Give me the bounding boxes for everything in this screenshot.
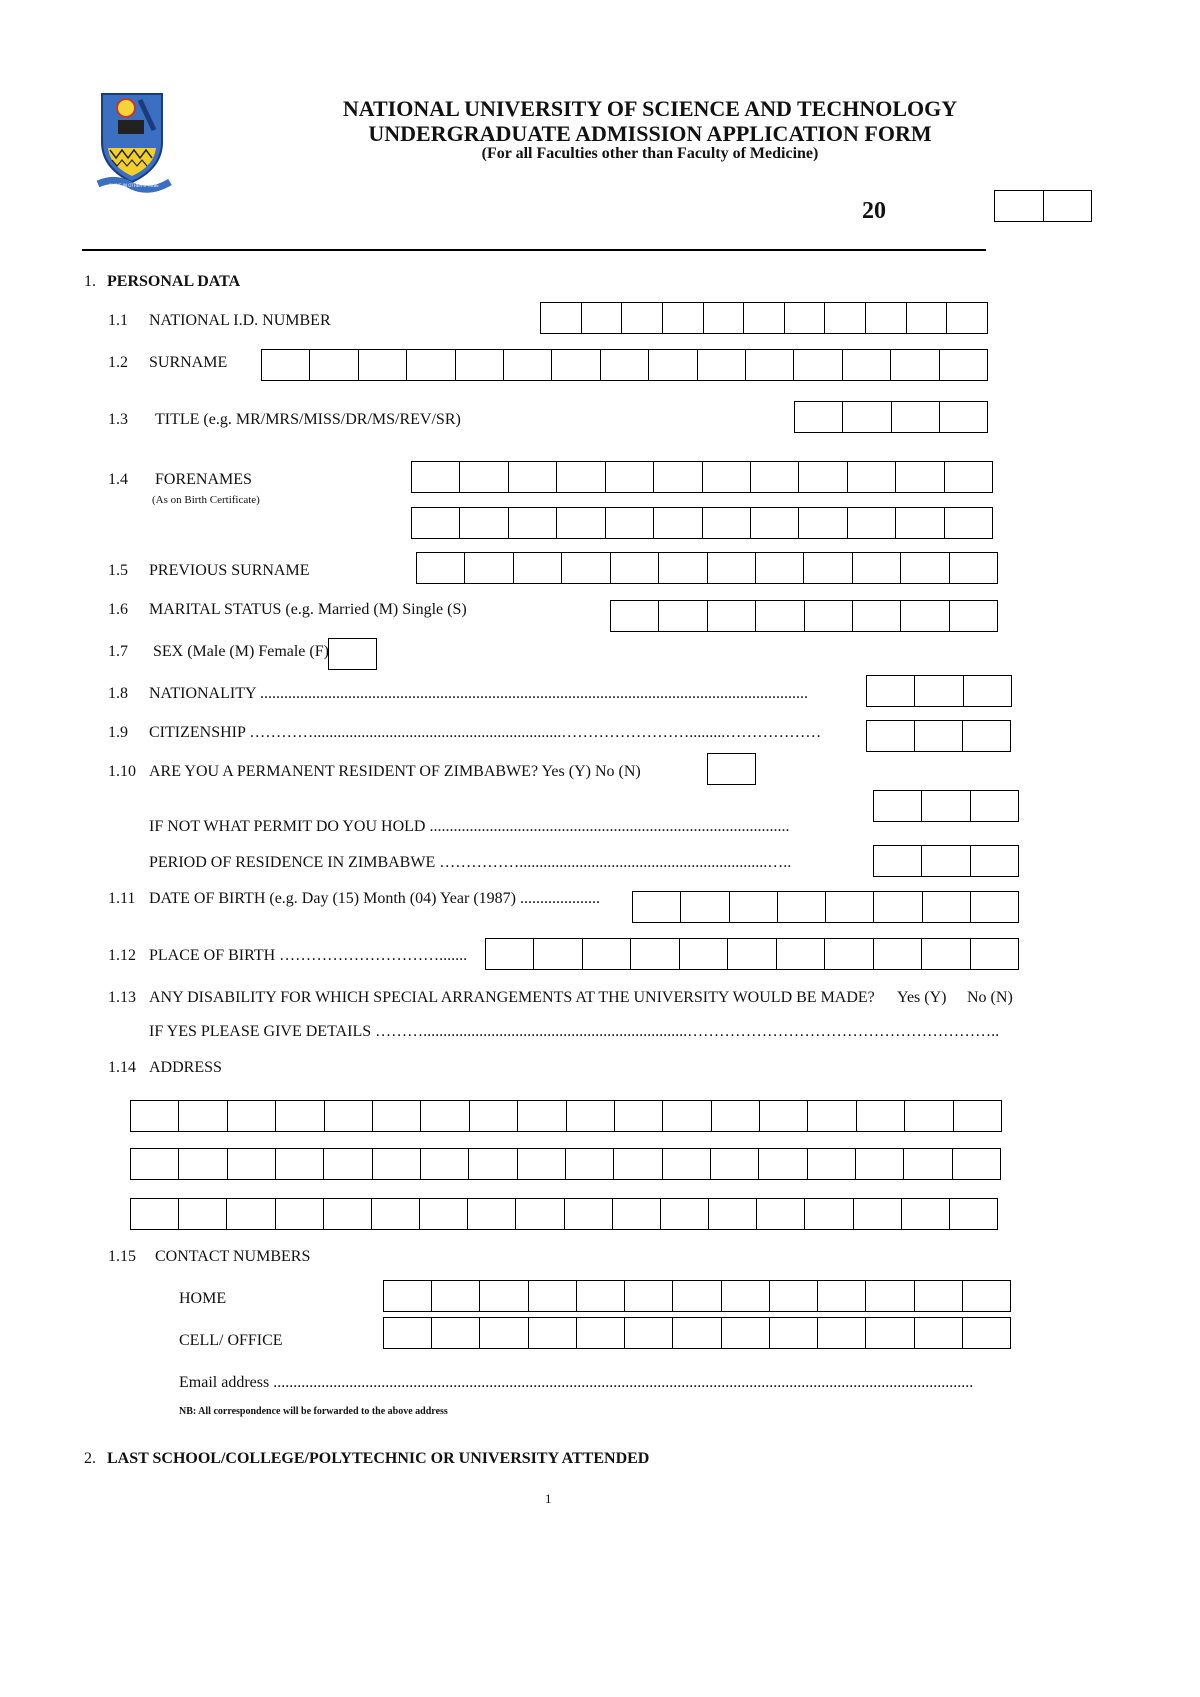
char-box-cell[interactable] — [460, 462, 508, 492]
char-box-cell[interactable] — [746, 350, 794, 380]
char-box-cell[interactable] — [825, 303, 866, 333]
char-box-cell[interactable] — [945, 508, 992, 538]
char-box-cell[interactable] — [470, 1101, 518, 1131]
char-box-cell[interactable] — [950, 553, 997, 583]
char-box-cell[interactable] — [529, 1281, 577, 1311]
char-box-cell[interactable] — [901, 553, 949, 583]
svg-text:SHINE IN OTHER'S TRIBE: SHINE IN OTHER'S TRIBE — [109, 183, 159, 188]
contact-numbers-label: CONTACT NUMBERS — [155, 1248, 311, 1265]
char-box-cell[interactable] — [777, 939, 825, 969]
field-number: 1.6 — [108, 601, 128, 618]
char-box-cell[interactable] — [324, 1149, 372, 1179]
char-box-cell[interactable] — [805, 1199, 853, 1229]
char-box-cell[interactable] — [971, 846, 1018, 876]
char-box-cell[interactable] — [843, 350, 891, 380]
char-box-cell[interactable] — [905, 1101, 953, 1131]
char-box-cell[interactable] — [922, 939, 970, 969]
field-number: 1.14 — [108, 1059, 136, 1076]
char-box-cell[interactable] — [799, 508, 847, 538]
char-box-cell[interactable] — [577, 1281, 625, 1311]
section-2-number: 2. — [84, 1450, 96, 1467]
header-divider — [82, 249, 986, 251]
university-logo — [96, 90, 174, 195]
char-box-cell[interactable] — [963, 1281, 1010, 1311]
char-box-cell[interactable] — [228, 1101, 276, 1131]
char-box-cell[interactable] — [922, 846, 970, 876]
char-box-cell[interactable] — [795, 402, 843, 432]
char-box-cell[interactable] — [874, 846, 922, 876]
title-boxes[interactable] — [794, 401, 988, 433]
char-box-cell[interactable] — [722, 1318, 770, 1348]
char-box-cell[interactable] — [276, 1199, 324, 1229]
char-box-cell[interactable] — [712, 1101, 760, 1131]
sex-label: SEX (Male (M) Female (F) — [153, 643, 329, 660]
char-box-cell[interactable] — [867, 676, 915, 706]
char-box-cell[interactable] — [529, 1318, 577, 1348]
char-box-cell[interactable] — [756, 553, 804, 583]
char-box-cell[interactable] — [704, 303, 745, 333]
char-box-cell[interactable] — [778, 892, 826, 922]
char-box-cell[interactable] — [818, 1318, 866, 1348]
char-box-cell[interactable] — [759, 1149, 807, 1179]
field-number: 1.12 — [108, 947, 136, 964]
home-phone-label: HOME — [179, 1290, 227, 1307]
char-box-cell[interactable] — [611, 553, 659, 583]
field-number: 1.10 — [108, 763, 136, 780]
forenames-boxes-row1[interactable] — [411, 461, 993, 493]
char-box-cell[interactable] — [866, 1281, 914, 1311]
permit-boxes[interactable] — [873, 790, 1019, 822]
char-box-cell[interactable] — [179, 1101, 227, 1131]
field-number: 1.4 — [108, 471, 128, 488]
char-box-cell[interactable] — [276, 1149, 324, 1179]
char-box-cell[interactable] — [853, 601, 901, 631]
char-box-cell[interactable] — [480, 1318, 528, 1348]
nationality-boxes[interactable] — [866, 675, 1012, 707]
char-box-cell[interactable] — [577, 1318, 625, 1348]
char-box-cell[interactable] — [663, 1101, 711, 1131]
char-box-cell[interactable] — [915, 1281, 963, 1311]
char-box-cell[interactable] — [922, 791, 970, 821]
char-box-cell[interactable] — [848, 462, 896, 492]
char-box-cell[interactable] — [901, 601, 949, 631]
year-prefix: 20 — [862, 198, 886, 224]
forenames-sublabel: (As on Birth Certificate) — [152, 494, 260, 506]
char-box-cell[interactable] — [907, 303, 948, 333]
section-2-title: LAST SCHOOL/COLLEGE/POLYTECHNIC OR UNIVERSITY ATTENDED — [107, 1450, 650, 1467]
char-box-cell[interactable] — [567, 1101, 615, 1131]
char-box-cell[interactable] — [744, 303, 785, 333]
char-box-cell[interactable] — [310, 350, 358, 380]
char-box-cell[interactable] — [654, 508, 702, 538]
home-phone-boxes[interactable] — [383, 1280, 1011, 1312]
nationality-label: NATIONALITY ......................................................................................................................................... — [149, 685, 808, 702]
char-box-cell[interactable] — [562, 553, 610, 583]
char-box-cell[interactable] — [730, 892, 778, 922]
char-box-cell[interactable] — [534, 939, 582, 969]
address-boxes-row3[interactable] — [130, 1198, 998, 1230]
char-box-cell[interactable] — [853, 553, 901, 583]
disability-details-label: IF YES PLEASE GIVE DETAILS ………..................................................................………………………………………………….. — [149, 1023, 1000, 1040]
char-box-cell[interactable] — [412, 462, 460, 492]
char-box-cell[interactable] — [915, 721, 963, 751]
char-box-cell[interactable] — [228, 1149, 276, 1179]
char-box-cell[interactable] — [891, 350, 939, 380]
form-subtitle: (For all Faculties other than Faculty of Medicine) — [481, 145, 819, 162]
previous-surname-label: PREVIOUS SURNAME — [149, 562, 310, 579]
char-box-cell[interactable] — [896, 462, 944, 492]
char-box-cell[interactable] — [703, 508, 751, 538]
char-box-cell[interactable] — [601, 350, 649, 380]
permanent-resident-box[interactable] — [707, 753, 756, 785]
char-box-cell[interactable] — [785, 303, 826, 333]
char-box-cell[interactable] — [324, 1199, 372, 1229]
place-of-birth-boxes[interactable] — [485, 938, 1019, 970]
char-box-cell[interactable] — [432, 1318, 480, 1348]
address-boxes-row1[interactable] — [130, 1100, 1002, 1132]
char-box-cell[interactable] — [179, 1149, 227, 1179]
year-suffix-boxes[interactable] — [994, 190, 1092, 222]
char-box-cell[interactable] — [680, 939, 728, 969]
char-box-cell[interactable] — [615, 1101, 663, 1131]
section-1-number: 1. — [84, 273, 96, 290]
char-box-cell[interactable] — [923, 892, 971, 922]
char-box-cell[interactable] — [904, 1149, 952, 1179]
date-of-birth-boxes[interactable] — [632, 891, 1019, 923]
char-box-cell[interactable] — [325, 1101, 373, 1131]
char-box-cell[interactable] — [902, 1199, 950, 1229]
char-box-cell[interactable] — [465, 553, 513, 583]
forenames-boxes-row2[interactable] — [411, 507, 993, 539]
char-box-cell[interactable] — [509, 462, 557, 492]
char-box-cell[interactable] — [227, 1199, 275, 1229]
marital-status-label: MARITAL STATUS (e.g. Married (M) Single (S) — [149, 601, 467, 618]
char-box-cell[interactable] — [509, 508, 557, 538]
char-box-cell[interactable] — [631, 939, 679, 969]
char-box-cell[interactable] — [359, 350, 407, 380]
permit-label: IF NOT WHAT PERMIT DO YOU HOLD .......................................................................................... — [149, 818, 790, 835]
email-address-field[interactable]: Email address ............................................................................................................................................................................... — [179, 1374, 974, 1391]
char-box-cell[interactable] — [751, 508, 799, 538]
char-box-cell[interactable] — [947, 303, 987, 333]
char-box-cell[interactable] — [995, 191, 1044, 221]
char-box-cell[interactable] — [131, 1149, 179, 1179]
char-box-cell[interactable] — [950, 1199, 997, 1229]
char-box-cell[interactable] — [552, 350, 600, 380]
char-box-cell[interactable] — [583, 939, 631, 969]
char-box-cell[interactable] — [866, 1318, 914, 1348]
char-box-cell[interactable] — [566, 1149, 614, 1179]
char-box-cell[interactable] — [708, 601, 756, 631]
field-number: 1.15 — [108, 1248, 136, 1265]
forenames-label: FORENAMES — [155, 471, 252, 488]
date-of-birth-label: DATE OF BIRTH (e.g. Day (15) Month (04) Year (1987) .................... — [149, 890, 600, 907]
field-number: 1.3 — [108, 411, 128, 428]
char-box-cell[interactable] — [954, 1101, 1001, 1131]
char-box-cell[interactable] — [756, 601, 804, 631]
char-box-cell[interactable] — [808, 1101, 856, 1131]
char-box-cell[interactable] — [606, 508, 654, 538]
citizenship-label: CITIZENSHIP …………..............................................................…………………….........……………… — [149, 724, 822, 741]
char-box-cell[interactable] — [708, 553, 756, 583]
char-box-cell[interactable] — [963, 1318, 1010, 1348]
char-box-cell[interactable] — [557, 508, 605, 538]
char-box-cell[interactable] — [663, 1149, 711, 1179]
char-box-cell[interactable] — [557, 462, 605, 492]
address-label: ADDRESS — [149, 1059, 222, 1076]
char-box-cell[interactable] — [329, 639, 376, 669]
section-1-title: PERSONAL DATA — [107, 273, 241, 290]
char-box-cell[interactable] — [874, 892, 922, 922]
char-box-cell[interactable] — [681, 892, 729, 922]
cell-office-boxes[interactable] — [383, 1317, 1011, 1349]
char-box-cell[interactable] — [659, 601, 707, 631]
char-box-cell[interactable] — [722, 1281, 770, 1311]
char-box-cell[interactable] — [407, 350, 455, 380]
char-box-cell[interactable] — [825, 939, 873, 969]
field-number: 1.11 — [108, 890, 136, 907]
char-box-cell[interactable] — [953, 1149, 1000, 1179]
char-box-cell[interactable] — [625, 1318, 673, 1348]
char-box-cell[interactable] — [915, 1318, 963, 1348]
char-box-cell[interactable] — [971, 939, 1018, 969]
field-number: 1.7 — [108, 643, 128, 660]
title-label: TITLE (e.g. MR/MRS/MISS/DR/MS/REV/SR) — [155, 411, 461, 428]
char-box-cell[interactable] — [708, 754, 755, 784]
char-box-cell[interactable] — [794, 350, 842, 380]
char-box-cell[interactable] — [420, 1199, 468, 1229]
disability-yes-option[interactable]: Yes (Y) — [897, 989, 947, 1006]
char-box-cell[interactable] — [469, 1149, 517, 1179]
char-box-cell[interactable] — [799, 462, 847, 492]
char-box-cell[interactable] — [661, 1199, 709, 1229]
char-box-cell[interactable] — [867, 721, 915, 751]
char-box-cell[interactable] — [892, 402, 940, 432]
disability-no-option[interactable]: No (N) — [967, 989, 1013, 1006]
char-box-cell[interactable] — [857, 1101, 905, 1131]
char-box-cell[interactable] — [945, 462, 992, 492]
char-box-cell[interactable] — [625, 1281, 673, 1311]
char-box-cell[interactable] — [518, 1101, 566, 1131]
char-box-cell[interactable] — [372, 1199, 420, 1229]
national-id-label: NATIONAL I.D. NUMBER — [149, 312, 331, 329]
marital-status-boxes[interactable] — [610, 600, 998, 632]
char-box-cell[interactable] — [915, 676, 963, 706]
char-box-cell[interactable] — [373, 1101, 421, 1131]
char-box-cell[interactable] — [614, 1149, 662, 1179]
citizenship-boxes[interactable] — [866, 720, 1011, 752]
char-box-cell[interactable] — [757, 1199, 805, 1229]
char-box-cell[interactable] — [514, 553, 562, 583]
char-box-cell[interactable] — [698, 350, 746, 380]
previous-surname-boxes[interactable] — [416, 552, 998, 584]
cell-office-label: CELL/ OFFICE — [179, 1332, 283, 1349]
char-box-cell[interactable] — [179, 1199, 227, 1229]
char-box-cell[interactable] — [971, 892, 1018, 922]
disability-label: ANY DISABILITY FOR WHICH SPECIAL ARRANGEMENTS AT THE UNIVERSITY WOULD BE MADE? — [149, 989, 875, 1006]
permanent-resident-label: ARE YOU A PERMANENT RESIDENT OF ZIMBABWE? Yes (Y) No (N) — [149, 763, 641, 780]
char-box-cell[interactable] — [896, 508, 944, 538]
field-number: 1.5 — [108, 562, 128, 579]
char-box-cell[interactable] — [751, 462, 799, 492]
char-box-cell[interactable] — [874, 791, 922, 821]
char-box-cell[interactable] — [673, 1281, 721, 1311]
char-box-cell[interactable] — [516, 1199, 564, 1229]
residence-period-label: PERIOD OF RESIDENCE IN ZIMBABWE ……………..............................................................….. — [149, 854, 792, 871]
char-box-cell[interactable] — [818, 1281, 866, 1311]
correspondence-note: NB: All correspondence will be forwarded to the above address — [179, 1406, 448, 1417]
field-number: 1.1 — [108, 312, 128, 329]
char-box-cell[interactable] — [373, 1149, 421, 1179]
char-box-cell[interactable] — [950, 601, 997, 631]
university-name: NATIONAL UNIVERSITY OF SCIENCE AND TECHNOLOGY — [342, 96, 958, 121]
form-title: UNDERGRADUATE ADMISSION APPLICATION FORM — [368, 121, 932, 146]
char-box-cell[interactable] — [606, 462, 654, 492]
char-box-cell[interactable] — [504, 350, 552, 380]
char-box-cell[interactable] — [131, 1199, 179, 1229]
char-box-cell[interactable] — [518, 1149, 566, 1179]
char-box-cell[interactable] — [808, 1149, 856, 1179]
char-box-cell[interactable] — [432, 1281, 480, 1311]
char-box-cell[interactable] — [1044, 191, 1092, 221]
char-box-cell[interactable] — [633, 892, 681, 922]
char-box-cell[interactable] — [963, 721, 1010, 751]
char-box-cell[interactable] — [964, 676, 1011, 706]
char-box-cell[interactable] — [412, 508, 460, 538]
address-boxes-row2[interactable] — [130, 1148, 1001, 1180]
surname-label: SURNAME — [149, 354, 228, 371]
char-box-cell[interactable] — [709, 1199, 757, 1229]
char-box-cell[interactable] — [728, 939, 776, 969]
char-box-cell[interactable] — [131, 1101, 179, 1131]
char-box-cell[interactable] — [262, 350, 310, 380]
char-box-cell[interactable] — [971, 791, 1018, 821]
char-box-cell[interactable] — [541, 303, 582, 333]
residence-period-boxes[interactable] — [873, 845, 1019, 877]
char-box-cell[interactable] — [940, 350, 987, 380]
char-box-cell[interactable] — [673, 1318, 721, 1348]
char-box-cell[interactable] — [622, 303, 663, 333]
sex-box[interactable] — [328, 638, 377, 670]
char-box-cell[interactable] — [874, 939, 922, 969]
char-box-cell[interactable] — [663, 303, 704, 333]
char-box-cell[interactable] — [848, 508, 896, 538]
char-box-cell[interactable] — [468, 1199, 516, 1229]
char-box-cell[interactable] — [417, 553, 465, 583]
field-number: 1.8 — [108, 685, 128, 702]
char-box-cell[interactable] — [565, 1199, 613, 1229]
char-box-cell[interactable] — [613, 1199, 661, 1229]
char-box-cell[interactable] — [276, 1101, 324, 1131]
char-box-cell[interactable] — [940, 402, 987, 432]
char-box-cell[interactable] — [760, 1101, 808, 1131]
char-box-cell[interactable] — [843, 402, 891, 432]
char-box-cell[interactable] — [460, 508, 508, 538]
char-box-cell[interactable] — [826, 892, 874, 922]
field-number: 1.9 — [108, 724, 128, 741]
char-box-cell[interactable] — [649, 350, 697, 380]
char-box-cell[interactable] — [866, 303, 907, 333]
char-box-cell[interactable] — [854, 1199, 902, 1229]
char-box-cell[interactable] — [804, 553, 852, 583]
char-box-cell[interactable] — [421, 1149, 469, 1179]
place-of-birth-label: PLACE OF BIRTH …………………………....... — [149, 947, 468, 964]
field-number: 1.2 — [108, 354, 128, 371]
page-number: 1 — [545, 1491, 552, 1506]
char-box-cell[interactable] — [654, 462, 702, 492]
char-box-cell[interactable] — [659, 553, 707, 583]
field-number: 1.13 — [108, 989, 136, 1006]
char-box-cell[interactable] — [805, 601, 853, 631]
char-box-cell[interactable] — [582, 303, 623, 333]
char-box-cell[interactable] — [421, 1101, 469, 1131]
char-box-cell[interactable] — [703, 462, 751, 492]
char-box-cell[interactable] — [856, 1149, 904, 1179]
char-box-cell[interactable] — [384, 1281, 432, 1311]
char-box-cell[interactable] — [486, 939, 534, 969]
char-box-cell[interactable] — [456, 350, 504, 380]
char-box-cell[interactable] — [611, 601, 659, 631]
char-box-cell[interactable] — [711, 1149, 759, 1179]
char-box-cell[interactable] — [770, 1318, 818, 1348]
char-box-cell[interactable] — [384, 1318, 432, 1348]
surname-boxes[interactable] — [261, 349, 988, 381]
char-box-cell[interactable] — [480, 1281, 528, 1311]
national-id-boxes[interactable] — [540, 302, 988, 334]
char-box-cell[interactable] — [770, 1281, 818, 1311]
